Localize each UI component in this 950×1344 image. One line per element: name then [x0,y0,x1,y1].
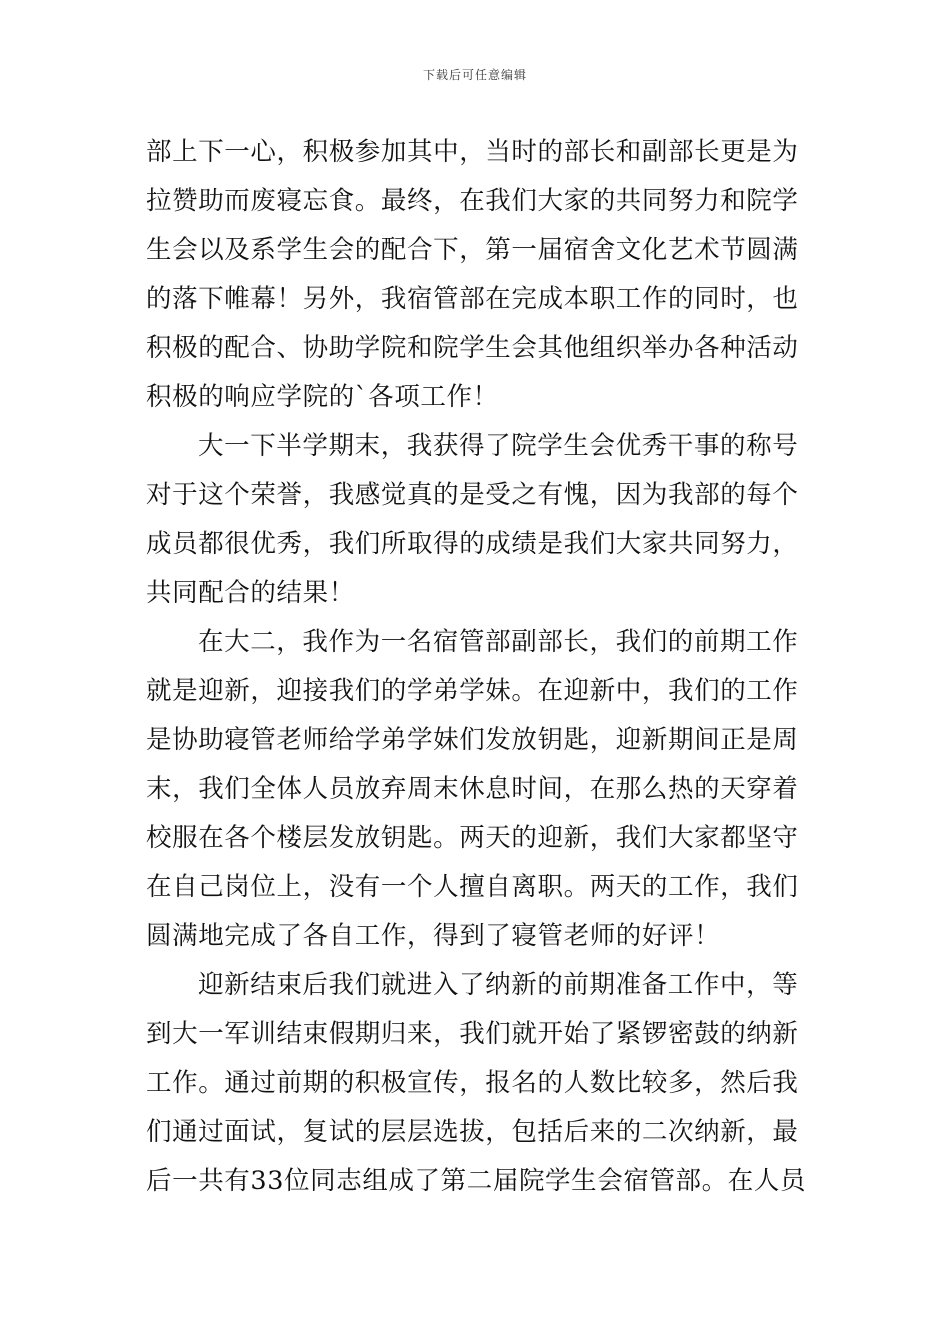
text-line: 们通过面试，复试的层层选拔，包括后来的二次纳新，最 [146,1117,799,1147]
text-line: 工作。通过前期的积极宣传，报名的人数比较多，然后我 [146,1068,799,1098]
text-line: 成员都很优秀，我们所取得的成绩是我们大家共同努力， [146,529,799,559]
text-line: 末，我们全体人员放弃周末休息时间，在那么热的天穿着 [146,774,799,804]
text-line: 积极的响应学院的`各项工作！ [146,382,499,412]
text-line: 在自己岗位上，没有一个人擅自离职。两天的工作，我们 [146,872,799,902]
text-line: 的落下帷幕！另外，我宿管部在完成本职工作的同时，也 [146,284,799,314]
text-line: 校服在各个楼层发放钥匙。两天的迎新，我们大家都坚守 [146,823,799,853]
text-line: 到大一军训结束假期归来，我们就开始了紧锣密鼓的纳新 [146,1019,799,1049]
text-line: 对于这个荣誉，我感觉真的是受之有愧，因为我部的每个 [146,480,799,510]
text-line: 生会以及系学生会的配合下，第一届宿舍文化艺术节圆满 [146,235,799,265]
text-line: 后一共有33位同志组成了第二届院学生会宿管部。在人员 [146,1166,807,1196]
paragraph-first-line: 迎新结束后我们就进入了纳新的前期准备工作中，等 [198,970,799,1000]
paragraph-first-line: 在大二，我作为一名宿管部副部长，我们的前期工作 [198,627,799,657]
text-line: 圆满地完成了各自工作，得到了寝管老师的好评！ [146,921,721,951]
text-line: 是协助寝管老师给学弟学妹们发放钥匙，迎新期间正是周 [146,725,799,755]
document-body [146,128,806,1206]
text-line: 拉赞助而废寝忘食。最终，在我们大家的共同努力和院学 [146,186,799,216]
text-line: 就是迎新，迎接我们的学弟学妹。在迎新中，我们的工作 [146,676,799,706]
text-line: 积极的配合、协助学院和院学生会其他组织举办各种活动 [146,333,799,363]
page-header: 下载后可任意编辑 [422,68,527,82]
text-line: 部上下一心，积极参加其中，当时的部长和副部长更是为 [146,137,799,167]
paragraph-first-line: 大一下半学期末，我获得了院学生会优秀干事的称号 [198,431,799,461]
text-line: 共同配合的结果！ [146,578,355,608]
